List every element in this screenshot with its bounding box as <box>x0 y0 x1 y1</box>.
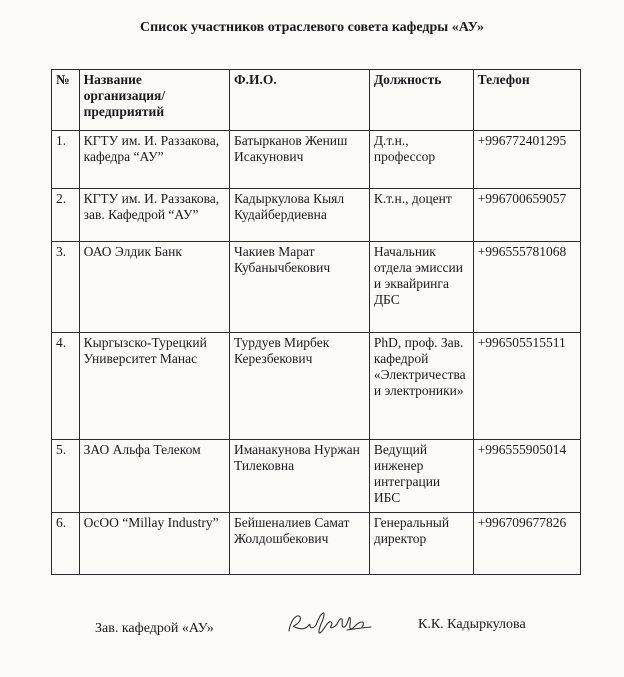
cell-position: Генеральный директор <box>369 513 473 575</box>
table-row <box>52 513 581 575</box>
cell-phone: +996700659057 <box>473 189 580 242</box>
document-title: Список участников отраслевого совета кафедры «АУ» <box>140 20 484 35</box>
cell-position: Начальник отдела эмиссии и эквайринга ДБС <box>369 242 473 333</box>
cell-organization: ЗАО Альфа Телеком <box>79 440 229 513</box>
header-number: № <box>52 70 80 131</box>
header-organization: Название организация/ предприятий <box>79 70 229 131</box>
cell-full-name: Бейшеналиев Самат Жолдошбекович <box>229 513 369 575</box>
cell-number: 4. <box>52 333 80 440</box>
participants-table <box>51 69 581 575</box>
signatory-name: К.К. Кадыркулова <box>418 617 526 632</box>
header-full-name: Ф.И.О. <box>229 70 369 131</box>
cell-phone: +996709677826 <box>473 513 580 575</box>
cell-position: К.т.н., доцент <box>369 189 473 242</box>
table-row <box>52 131 581 189</box>
cell-organization: ОсОО “Millay Industry” <box>79 513 229 575</box>
header-phone: Телефон <box>473 70 580 131</box>
cell-phone: +996772401295 <box>473 131 580 189</box>
cell-phone: +996555781068 <box>473 242 580 333</box>
table-row <box>52 333 581 440</box>
table-row <box>52 440 581 513</box>
cell-phone: +996555905014 <box>473 440 580 513</box>
cell-number: 1. <box>52 131 80 189</box>
handwritten-signature <box>283 606 378 642</box>
cell-position: Д.т.н., профессор <box>369 131 473 189</box>
cell-organization: ОАО Элдик Банк <box>79 242 229 333</box>
cell-number: 3. <box>52 242 80 333</box>
cell-full-name: Кадыркулова Кыял Кудайбердиевна <box>229 189 369 242</box>
cell-full-name: Батырканов Жениш Исакунович <box>229 131 369 189</box>
cell-number: 6. <box>52 513 80 575</box>
cell-number: 5. <box>52 440 80 513</box>
table-row <box>52 189 581 242</box>
cell-full-name: Иманакунова Нуржан Тилековна <box>229 440 369 513</box>
cell-position: PhD, проф. Зав. кафедрой «Электричества и электроники» <box>369 333 473 440</box>
cell-full-name: Турдуев Мирбек Керезбекович <box>229 333 369 440</box>
cell-position: Ведущий инженер интеграции ИБС <box>369 440 473 513</box>
cell-number: 2. <box>52 189 80 242</box>
signatory-position: Зав. кафедрой «АУ» <box>95 621 214 636</box>
header-position: Должность <box>369 70 473 131</box>
cell-full-name: Чакиев Марат Кубанычбекович <box>229 242 369 333</box>
cell-organization: КГТУ им. И. Раззакова, зав. Кафедрой “АУ” <box>79 189 229 242</box>
cell-organization: КГТУ им. И. Раззакова, кафедра “АУ” <box>79 131 229 189</box>
table-row <box>52 242 581 333</box>
cell-organization: Кыргызско-Турецкий Университет Манас <box>79 333 229 440</box>
table-header-row <box>52 70 581 131</box>
cell-phone: +996505515511 <box>473 333 580 440</box>
